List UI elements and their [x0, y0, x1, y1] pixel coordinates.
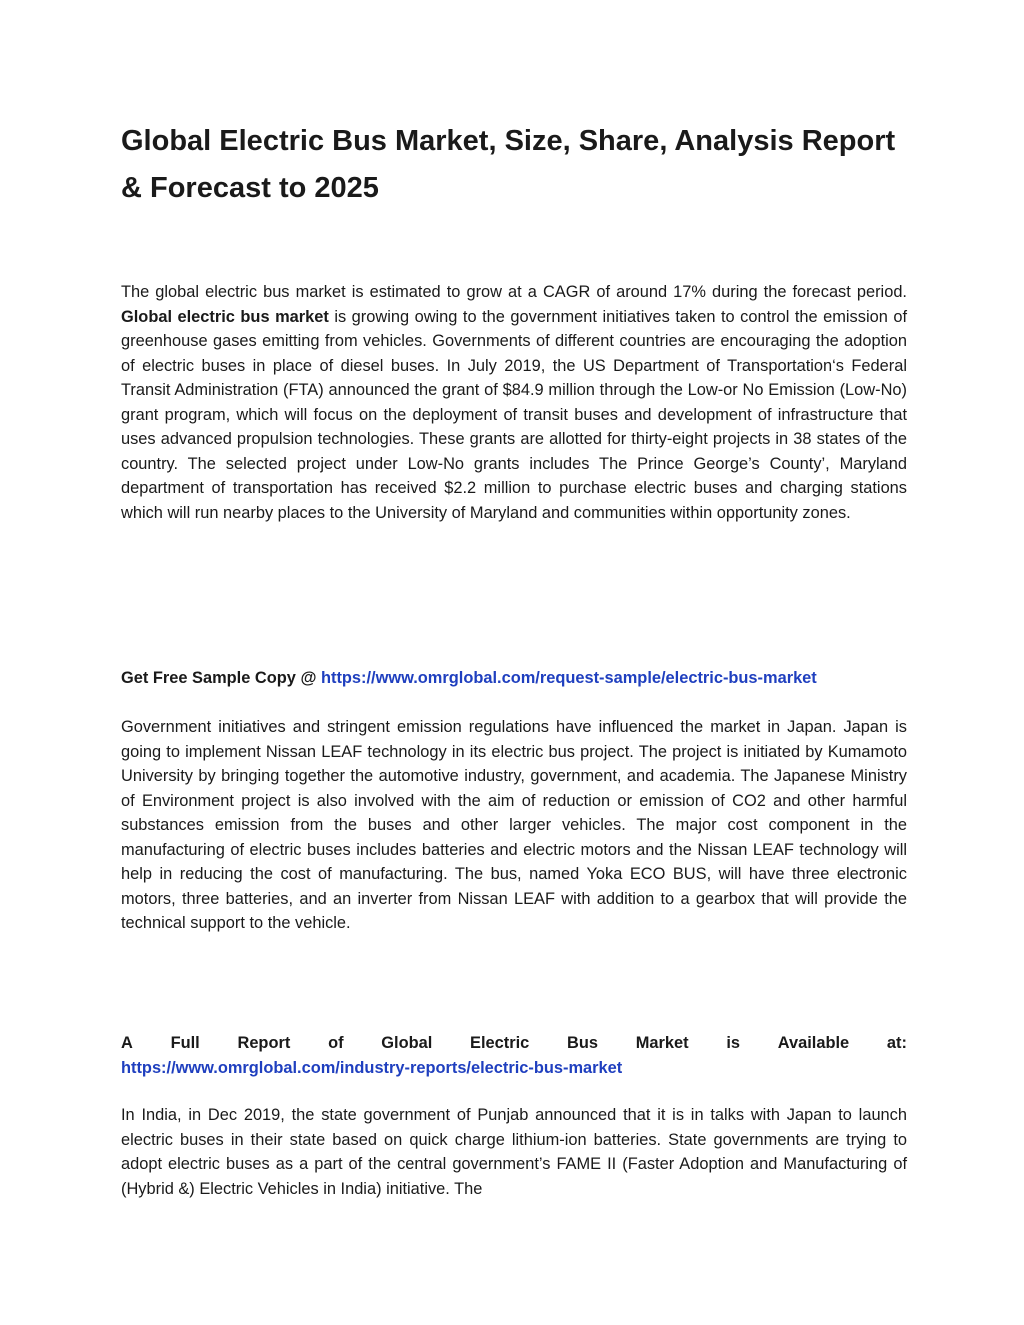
paragraph-intro-bold-term: Global electric bus market — [121, 307, 329, 326]
document-title: Global Electric Bus Market, Size, Share, Analysis Report & Forecast to 2025 — [121, 125, 896, 204]
paragraph-intro-text-start: The global electric bus market is estimated to grow at a CAGR of around 17% during the forecast period. — [121, 283, 907, 301]
full-report-word: is — [726, 1034, 741, 1052]
full-report-block — [121, 1031, 907, 1080]
sample-copy-line — [121, 666, 907, 691]
full-report-word: Report — [237, 1034, 291, 1052]
full-report-word: Bus — [567, 1034, 598, 1052]
paragraph-india: In India, in Dec 2019, the state government of Punjab announced that it is in talks with Japan to launch electric buses in their state based on quick charge lithium-ion batteries. State governments are trying to adopt electric buses as a part of the central government’s FAME II (Faster Adoption and Manufacturing of (Hybrid &) Electric Vehicles in India) initiative. The — [121, 1106, 907, 1198]
paragraph-intro-text-end: is growing owing to the government initiatives taken to control the emission of greenhouse gases emitting from vehicles. Governments of different countries are encouraging the adoption of electric buses in place of diesel buses. In July 2019, the US Department of Transportation‘s Federal Transit Administration (FTA) announced the grant of $84.9 million through the Low-or No Emission (Low-No) grant program, which will focus on the deployment of transit buses and development of infrastructure that uses advanced propulsion technologies. These grants are allotted for thirty-eight projects in 38 states of the country. The selected project under Low-No grants includes The Prince George’s County’, Maryland department of transportation has received $2.2 million to purchase electric buses and charging stations which will run nearby places to the University of Maryland and communities within opportunity zones. — [121, 307, 907, 522]
full-report-word: Global — [381, 1034, 433, 1052]
full-report-word: Available — [777, 1034, 850, 1052]
full-report-word: A — [121, 1034, 133, 1052]
paragraph-intro — [121, 280, 907, 525]
sample-copy-link[interactable]: https://www.omrglobal.com/request-sample/electric-bus-market — [320, 669, 817, 687]
full-report-word: at: — [886, 1034, 907, 1052]
paragraph-japan: Government initiatives and stringent emission regulations have influenced the market in Japan. Japan is going to implement Nissan LEAF technology in its electric bus project. The project is initiated by Kumamoto University by bringing together the automotive industry, government, and academia. The Japanese Ministry of Environment project is also involved with the aim of reduction or emission of CO2 and other harmful substances emission from the buses and other larger vehicles. The major cost component in the manufacturing of electric buses includes batteries and electric motors and the Nissan LEAF technology will help in reducing the cost of manufacturing. The bus, named Yoka ECO BUS, will have three electronic motors, three batteries, and an inverter from Nissan LEAF with addition to a gearbox that will provide the technical support to the vehicle. — [121, 718, 907, 932]
full-report-word: Full — [170, 1034, 200, 1052]
full-report-word: of — [328, 1034, 344, 1052]
full-report-link[interactable]: https://www.omrglobal.com/industry-reports/electric-bus-market — [121, 1058, 623, 1077]
full-report-label — [121, 1031, 907, 1056]
full-report-word: Market — [635, 1034, 689, 1052]
full-report-word: Electric — [470, 1034, 530, 1052]
sample-copy-label: Get Free Sample Copy @ — [121, 669, 321, 687]
